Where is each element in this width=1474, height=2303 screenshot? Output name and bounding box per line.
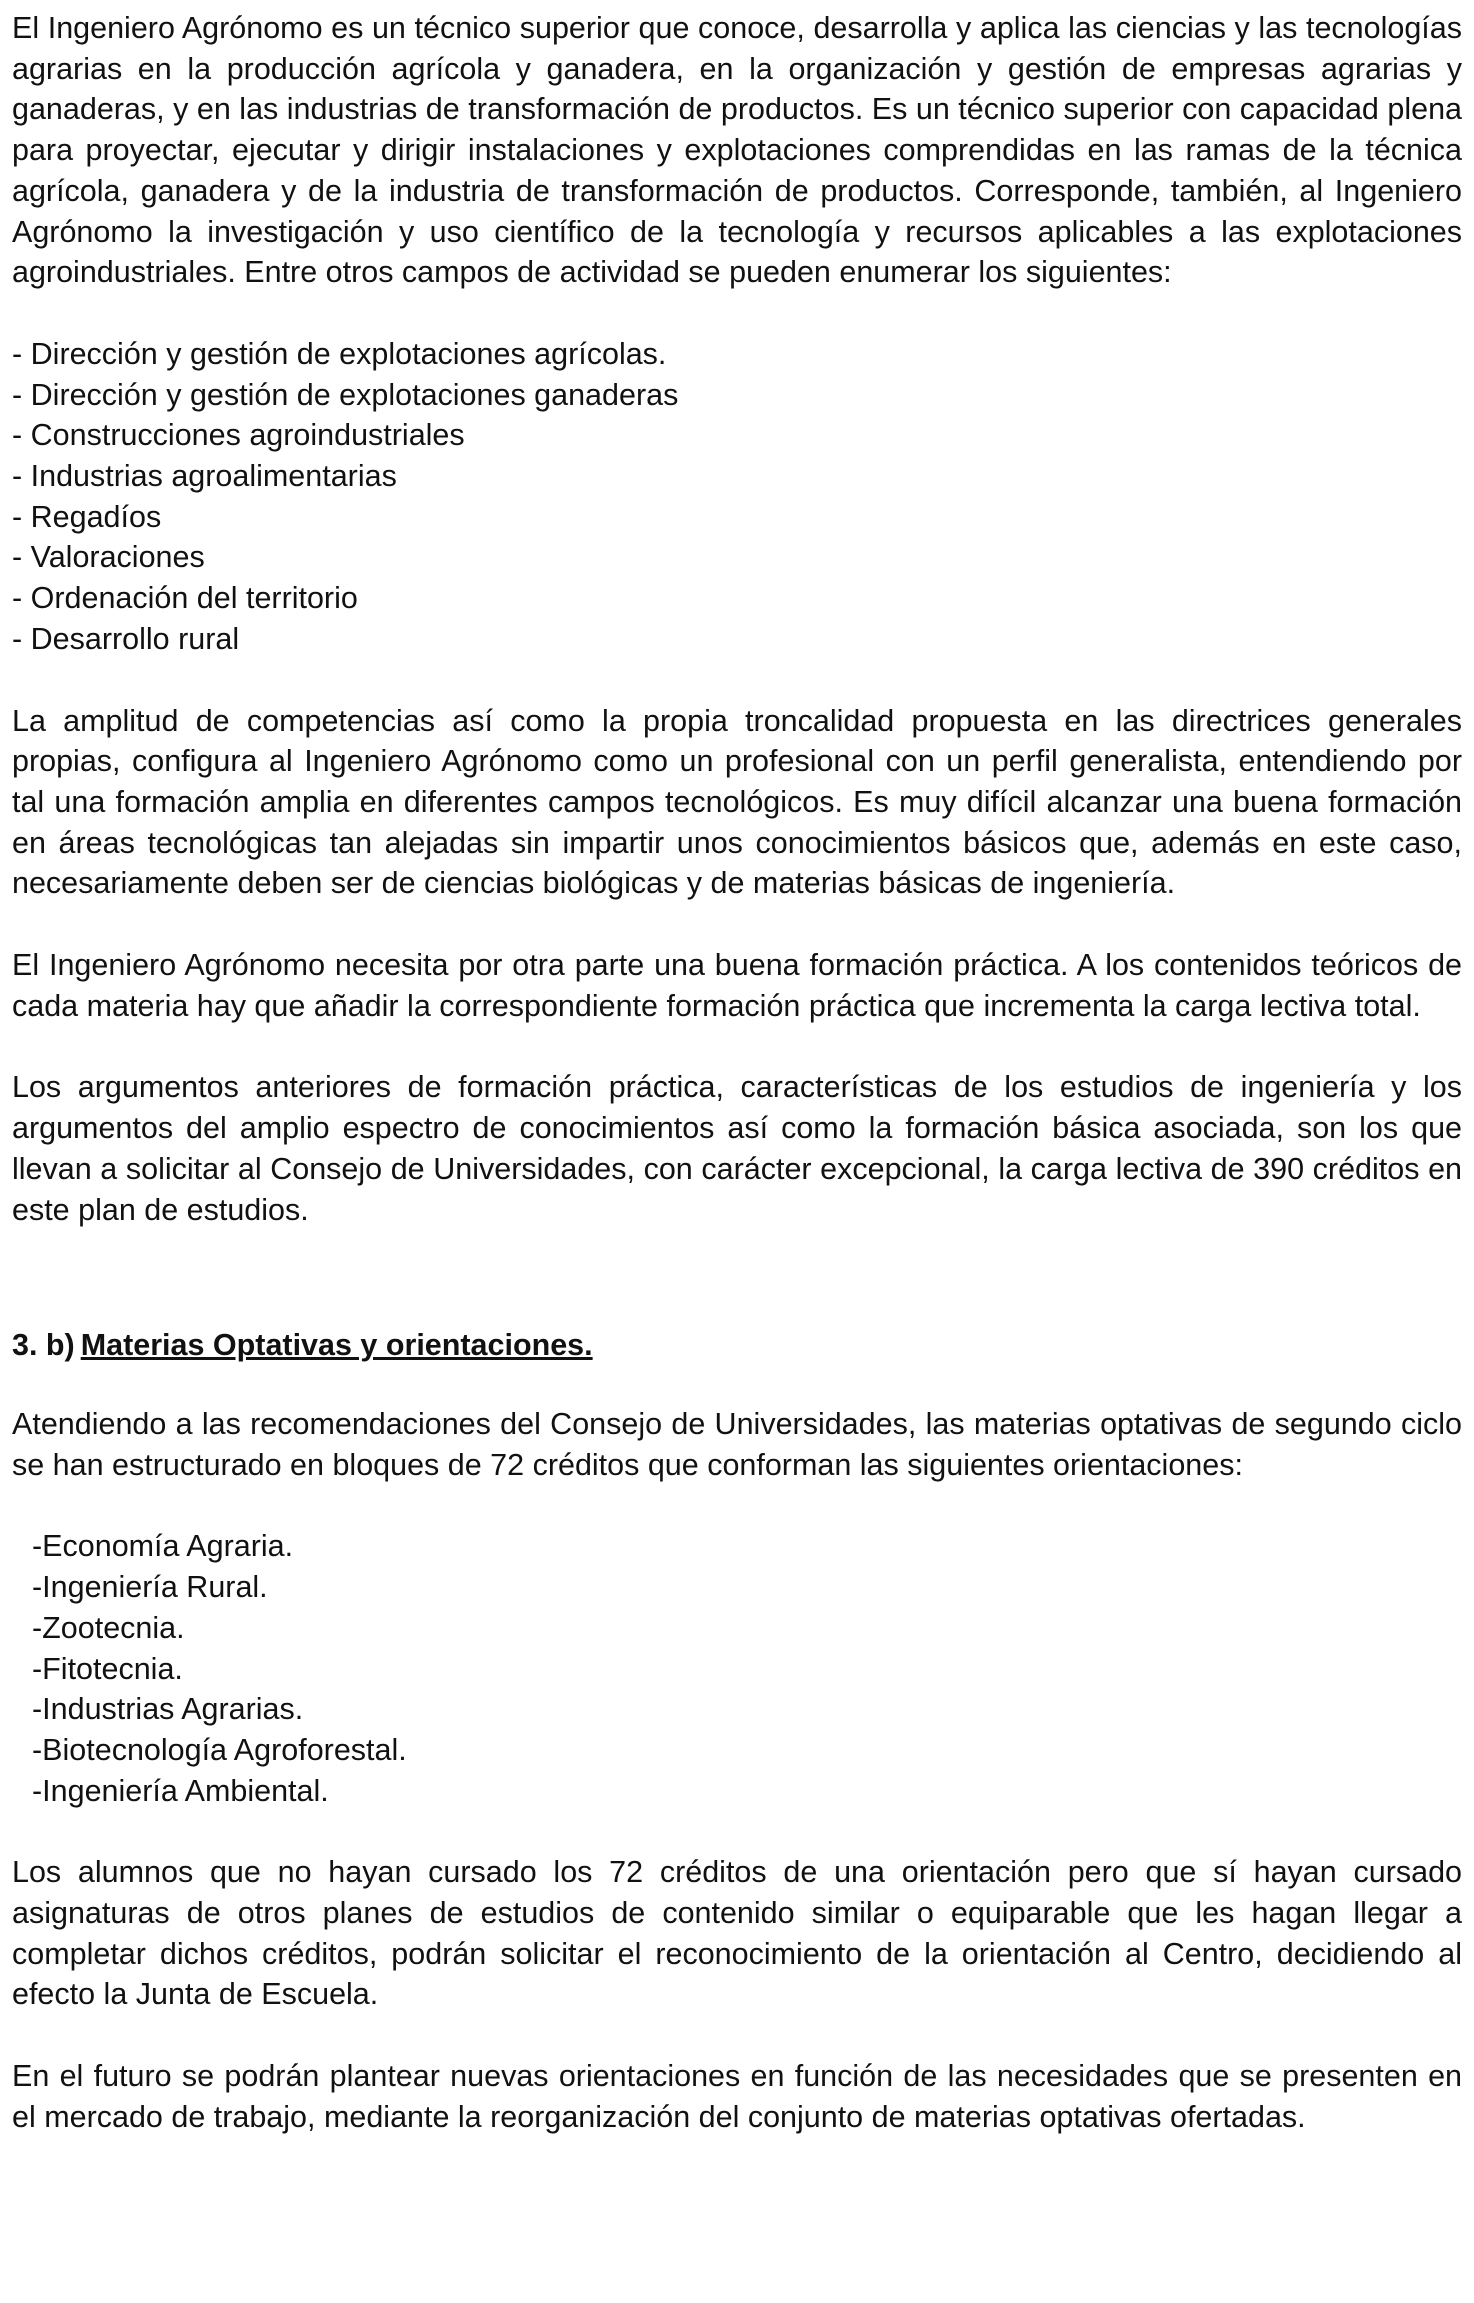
list-item: - Dirección y gestión de explotaciones ganaderas: [12, 375, 1462, 416]
spacer: [12, 293, 1462, 334]
orientations-list: [12, 1526, 1462, 1811]
list-item: - Construcciones agroindustriales: [12, 415, 1462, 456]
spacer: [12, 1485, 1462, 1526]
list-item: - Biotecnología Agroforestal.: [32, 1730, 1462, 1771]
list-item: - Dirección y gestión de explotaciones agrícolas.: [12, 334, 1462, 375]
list-item: - Ingeniería Rural.: [32, 1567, 1462, 1608]
electives-intro-paragraph: Atendiendo a las recomendaciones del Consejo de Universidades, las materias optativas de segundo ciclo se han estructurado en bloques de 72 créditos que conforman las siguientes orientaciones:: [12, 1406, 1462, 1482]
spacer: [12, 1026, 1462, 1067]
spacer: [12, 2015, 1462, 2056]
list-item: - Ordenación del territorio: [12, 578, 1462, 619]
intro-paragraph: El Ingeniero Agrónomo es un técnico superior que conoce, desarrolla y aplica las ciencias y las tecnologías agrarias en la producción agrícola y ganadera, en la organización y gestión de empresas agrarias y ganaderas, y en las industrias de transformación de productos. Es un técnico superior con capacidad plena para proyectar, ejecutar y dirigir instalaciones y explotaciones comprendidas en las ramas de la técnica agrícola, ganadera y de la industria de transformación de productos. Corresponde, también, al Ingeniero Agrónomo la investigación y uso científico de la tecnología y recursos aplicables a las explotaciones agroindustriales. Entre otros campos de actividad se pueden enumerar los siguientes:: [12, 11, 1462, 290]
list-item: - Industrias agroalimentarias: [12, 456, 1462, 497]
future-orientations-paragraph: En el futuro se podrán plantear nuevas orientaciones en función de las necesidades que se presenten en el mercado de trabajo, mediante la reorganización del conjunto de materias optativas ofertadas.: [12, 2059, 1462, 2134]
list-item: - Valoraciones: [12, 537, 1462, 578]
list-item: - Industrias Agrarias.: [32, 1689, 1462, 1730]
list-item: - Ingeniería Ambiental.: [32, 1771, 1462, 1812]
spacer: [12, 904, 1462, 945]
list-item: - Regadíos: [12, 497, 1462, 538]
spacer: [12, 1230, 1462, 1325]
recognition-paragraph: Los alumnos que no hayan cursado los 72 créditos de una orientación pero que sí hayan cursado asignaturas de otros planes de estudios de contenido similar o equiparable que les hagan llegar a completar dichos créditos, podrán solicitar el reconocimiento de la orientación al Centro, decidiendo al efecto la Junta de Escuela.: [12, 1855, 1462, 2012]
section-heading: [12, 1325, 1462, 1366]
list-item: - Fitotecnia.: [32, 1649, 1462, 1690]
section-title: Materias Optativas y orientaciones.: [80, 1328, 593, 1363]
list-item: - Desarrollo rural: [12, 619, 1462, 660]
spacer: [12, 1811, 1462, 1852]
practical-training-paragraph: El Ingeniero Agrónomo necesita por otra parte una buena formación práctica. A los contenidos teóricos de cada materia hay que añadir la correspondiente formación práctica que incrementa la carga lectiva total.: [12, 948, 1462, 1023]
list-item: - Zootecnia.: [32, 1608, 1462, 1649]
document-page: [12, 8, 1462, 2138]
spacer: [12, 660, 1462, 701]
credits-paragraph: Los argumentos anteriores de formación práctica, características de los estudios de ingeniería y los argumentos del amplio espectro de conocimientos así como la formación básica asociada, son los que llevan a solicitar al Consejo de Universidades, con carácter excepcional, la carga lectiva de 390 créditos en este plan de estudios.: [12, 1070, 1462, 1227]
section-number: 3. b): [12, 1328, 75, 1363]
competencies-paragraph: La amplitud de competencias así como la propia troncalidad propuesta en las directrices generales propias, configura al Ingeniero Agrónomo como un profesional con un perfil generalista, entendiendo por tal una formación amplia en diferentes campos tecnológicos. Es muy difícil alcanzar una buena formación en áreas tecnológicas tan alejadas sin impartir unos conocimientos básicos que, además en este caso, necesariamente deben ser de ciencias biológicas y de materias básicas de ingeniería.: [12, 703, 1462, 901]
activity-fields-list: [12, 334, 1462, 660]
spacer: [12, 1366, 1462, 1404]
list-item: - Economía Agraria.: [32, 1526, 1462, 1567]
